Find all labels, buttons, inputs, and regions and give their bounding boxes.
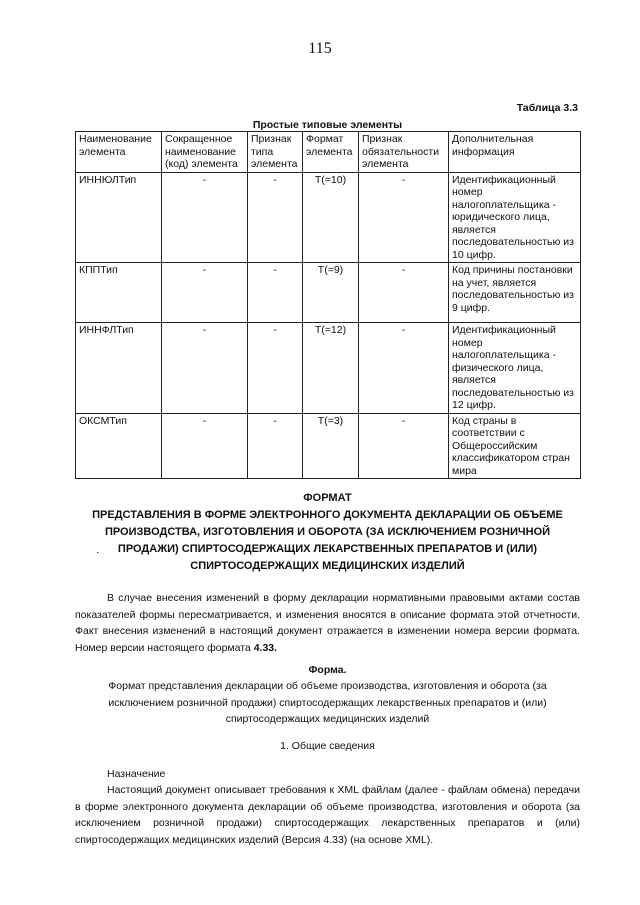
cell-name: ОКСМТип bbox=[76, 413, 162, 479]
cell-info: Идентификационный номер налогоплательщика - юридического лица, является последовательностью из 10 цифр. bbox=[449, 172, 581, 263]
cell-code: - bbox=[162, 263, 248, 323]
cell-code: - bbox=[162, 413, 248, 479]
header-info: Дополнительная информация bbox=[449, 132, 581, 173]
format-title: ПРЕДСТАВЛЕНИЯ В ФОРМЕ ЭЛЕКТРОННОГО ДОКУМЕНТА ДЕКЛАРАЦИИ ОБ ОБЪЕМЕ ПРОИЗВОДСТВА, ИЗГОТОВЛЕНИЯ И ОБОРОТА (ЗА ИСКЛЮЧЕНИЕМ РОЗНИЧНОЙ ПРОДАЖИ) СПИРТОСОДЕРЖАЩИХ ЛЕКАРСТВЕННЫХ ПРЕПАРАТОВ И (ИЛИ) СПИРТОСОДЕРЖАЩИХ МЕДИЦИНСКИХ ИЗДЕЛИЙ bbox=[92, 509, 563, 572]
table-label: Таблица 3.3 bbox=[516, 102, 578, 114]
cell-format: T(=3) bbox=[303, 413, 359, 479]
cell-format: T(=9) bbox=[303, 263, 359, 323]
cell-name: ИННЮЛТип bbox=[76, 172, 162, 263]
stray-dot: · bbox=[96, 547, 100, 558]
section-text: Настоящий документ описывает требования к XML файлам (далее - файлам обмена) передачи в форме электронного документа декларации об объеме производства, изготовления и оборота (за исключением розничной продажи) спиртосодержащих лекарственных препаратов и (или) спиртосодержащих медицинских изделий (Версия 4.33) (на основе XML). bbox=[75, 784, 580, 846]
cell-name: ИННФЛТип bbox=[76, 323, 162, 414]
cell-format: T(=10) bbox=[303, 172, 359, 263]
form-text: Формат представления декларации об объеме производства, изготовления и оборота (за исключением розничной продажи) спиртосодержащих лекарственных препаратов и (или) спиртосодержащих медицинских изделий bbox=[108, 680, 547, 725]
section-paragraph bbox=[75, 782, 580, 848]
cell-name: КППТип bbox=[76, 263, 162, 323]
cell-info: Идентификационный номер налогоплательщика - физического лица, является последовательностью из 12 цифр. bbox=[449, 323, 581, 414]
cell-format: T(=12) bbox=[303, 323, 359, 414]
section-subheading bbox=[75, 766, 580, 783]
table-header-row bbox=[76, 132, 581, 173]
format-head: ФОРМАТ bbox=[303, 492, 352, 504]
cell-code: - bbox=[162, 323, 248, 414]
cell-type: - bbox=[248, 413, 303, 479]
section-heading: 1. Общие сведения bbox=[280, 740, 375, 752]
cell-required: - bbox=[359, 172, 449, 263]
cell-required: - bbox=[359, 323, 449, 414]
cell-required: - bbox=[359, 413, 449, 479]
header-code: Сокращенное наименование (код) элемента bbox=[162, 132, 248, 173]
table-row bbox=[76, 413, 581, 479]
intro-paragraph bbox=[75, 590, 580, 656]
intro-text: В случае внесения изменений в форму декларации нормативными правовыми актами состав показателей формы пересматривается, и изменения вносятся в описание формата этой отчетности. Факт внесения изменений в настоящий документ отражается в изменении номера версии формата. Номер версии настоящего формата bbox=[75, 592, 580, 654]
table-row bbox=[76, 323, 581, 414]
version-number: 4.33. bbox=[253, 641, 278, 654]
cell-type: - bbox=[248, 263, 303, 323]
header-name: Наименование элемента bbox=[76, 132, 162, 173]
cell-type: - bbox=[248, 172, 303, 263]
cell-type: - bbox=[248, 323, 303, 414]
table-row bbox=[76, 263, 581, 323]
table-row bbox=[76, 172, 581, 263]
header-type: Признак типа элемента bbox=[248, 132, 303, 173]
cell-info: Код причины постановки на учет, является последовательностью из 9 цифр. bbox=[449, 263, 581, 323]
cell-required: - bbox=[359, 263, 449, 323]
cell-code: - bbox=[162, 172, 248, 263]
form-heading: Форма. bbox=[308, 664, 347, 676]
table-title: Простые типовые элементы bbox=[252, 119, 403, 131]
cell-info: Код страны в соответствии с Общероссийским классификатором стран мира bbox=[449, 413, 581, 479]
elements-table bbox=[75, 131, 581, 479]
header-required: Признак обязательности элемента bbox=[359, 132, 449, 173]
format-heading-block bbox=[75, 490, 580, 575]
subheading-text: Назначение bbox=[107, 768, 166, 780]
page-number: 115 bbox=[308, 40, 332, 57]
header-format: Формат элемента bbox=[303, 132, 359, 173]
